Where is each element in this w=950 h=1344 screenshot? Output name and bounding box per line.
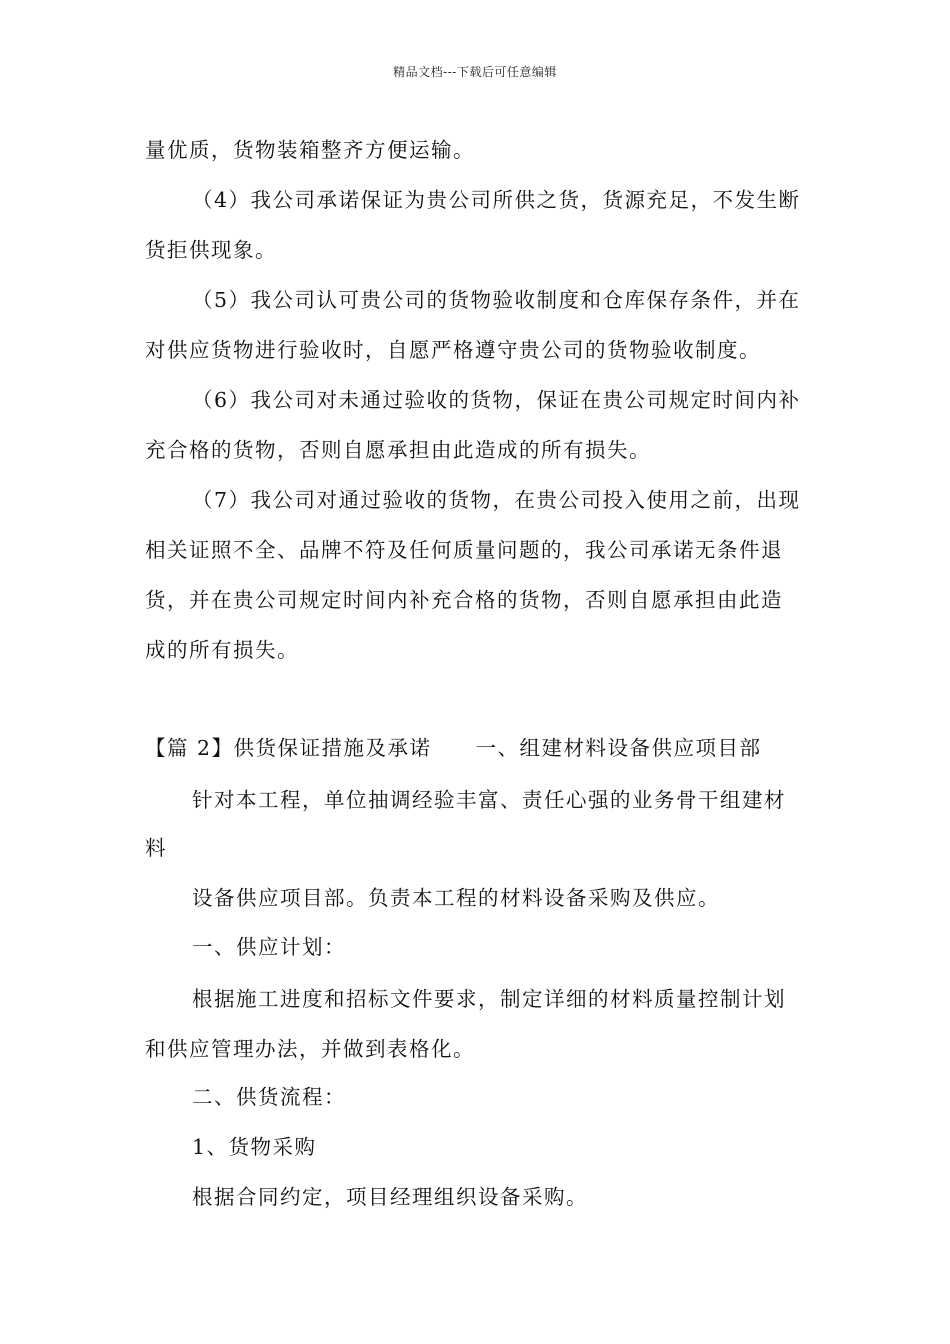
page-header: 精品文档---下载后可任意编辑 (393, 65, 557, 79)
section-title: 【篇 2】供货保证措施及承诺 (145, 736, 432, 760)
paragraph-line: （6）我公司对未通过验收的货物，保证在贵公司规定时间内补 (192, 388, 801, 412)
subheading-supply-process: 二、供货流程： (192, 1085, 346, 1109)
paragraph-line: 和供应管理办法，并做到表格化。 (145, 1037, 475, 1061)
paragraph-line: 根据施工进度和招标文件要求，制定详细的材料质量控制计划 (192, 987, 786, 1011)
subheading-procurement: 1、货物采购 (192, 1135, 317, 1159)
paragraph-line: 成的所有损失。 (145, 638, 299, 662)
paragraph-line: 设备供应项目部。负责本工程的材料设备采购及供应。 (192, 886, 720, 910)
paragraph-line: 货，并在贵公司规定时间内补充合格的货物，否则自愿承担由此造 (145, 588, 783, 612)
paragraph-line: 货拒供现象。 (145, 238, 277, 262)
paragraph-line: 量优质，货物装箱整齐方便运输。 (145, 138, 475, 162)
paragraph-line: 针对本工程，单位抽调经验丰富、责任心强的业务骨干组建材 (192, 788, 786, 812)
paragraph-line: 料 (145, 836, 167, 860)
paragraph-line: （5）我公司认可贵公司的货物验收制度和仓库保存条件，并在 (192, 288, 801, 312)
paragraph-line: 根据合同约定，项目经理组织设备采购。 (192, 1185, 588, 1209)
subheading-supply-plan: 一、供应计划： (192, 935, 346, 959)
paragraph-line: 充合格的货物，否则自愿承担由此造成的所有损失。 (145, 438, 651, 462)
paragraph-line: （4）我公司承诺保证为贵公司所供之货，货源充足，不发生断 (192, 188, 801, 212)
paragraph-line: 相关证照不全、品牌不符及任何质量问题的，我公司承诺无条件退 (145, 538, 783, 562)
section-heading (145, 734, 815, 762)
paragraph-line: 对供应货物进行验收时，自愿严格遵守贵公司的货物验收制度。 (145, 338, 761, 362)
paragraph-line: （7）我公司对通过验收的货物，在贵公司投入使用之前，出现 (192, 488, 801, 512)
section-subtitle: 一、组建材料设备供应项目部 (475, 736, 762, 760)
